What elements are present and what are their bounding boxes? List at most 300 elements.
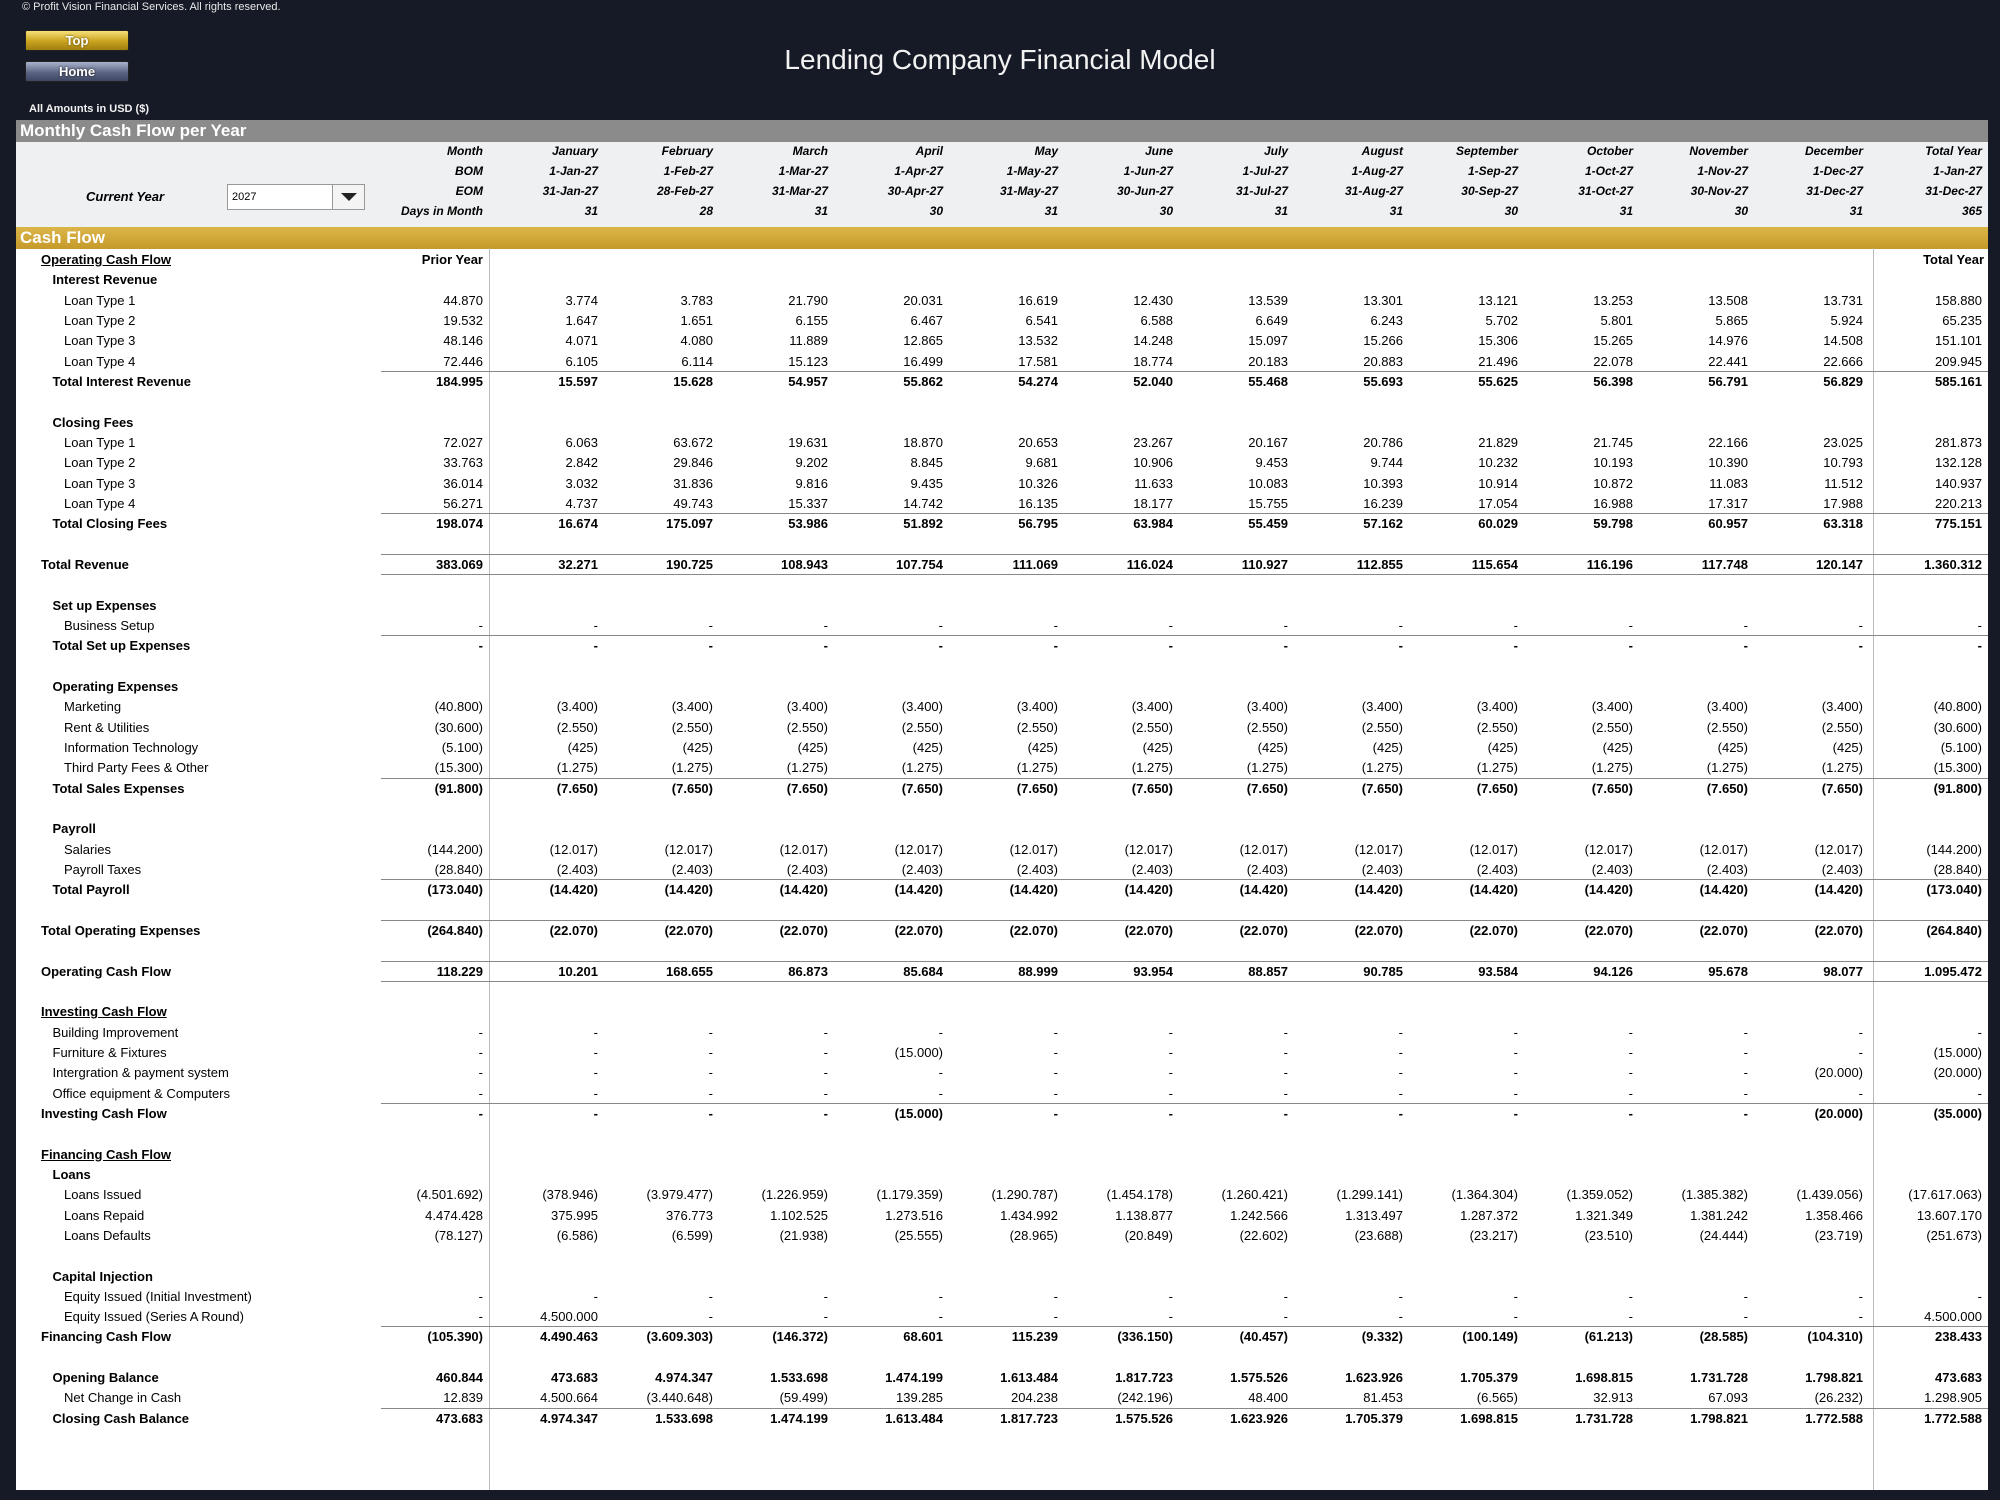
value-cell: - (1053, 1044, 1058, 1060)
value-cell: 52.040 (1133, 373, 1173, 389)
value-cell: 1.287.372 (1460, 1207, 1518, 1223)
value-cell: 98.077 (1823, 963, 1863, 979)
header-cell: April (915, 144, 943, 158)
row-label: Equity Issued (Series A Round) (64, 1309, 244, 1325)
value-cell: - (708, 1288, 713, 1304)
header-cell: 1-Feb-27 (663, 164, 713, 178)
header-cell: 31 (814, 204, 828, 218)
value-cell: 22.078 (1593, 353, 1633, 369)
row-label: Loan Type 1 (64, 292, 136, 308)
value-cell: 4.737 (565, 495, 598, 511)
value-cell: (26.232) (1814, 1390, 1863, 1406)
value-cell: 1.613.484 (1000, 1370, 1058, 1386)
value-cell: 151.101 (1935, 333, 1982, 349)
value-cell: 13.607.170 (1916, 1207, 1982, 1223)
value-cell: - (823, 1309, 828, 1325)
row-label: Payroll Taxes (64, 861, 142, 877)
value-cell: 473.683 (436, 1410, 483, 1426)
value-cell: (22.070) (1814, 922, 1863, 938)
value-cell: (1.359.052) (1566, 1187, 1633, 1203)
value-cell: (2.403) (1821, 861, 1863, 877)
value-cell: 15.755 (1248, 495, 1288, 511)
row-label: Third Party Fees & Other (64, 760, 209, 776)
value-cell: (14.420) (1239, 882, 1288, 898)
value-cell: (14.420) (894, 882, 943, 898)
value-cell: (1.226.959) (761, 1187, 828, 1203)
value-cell: (12.017) (1124, 841, 1173, 857)
value-cell: 10.193 (1593, 455, 1633, 471)
value-cell: (22.070) (1584, 922, 1633, 938)
value-cell: (1.275) (556, 760, 598, 776)
value-cell: 17.317 (1708, 495, 1748, 511)
value-cell: 60.957 (1708, 516, 1748, 532)
value-cell: - (1628, 638, 1633, 654)
value-cell: - (1053, 1085, 1058, 1101)
value-cell: (15.000) (894, 1105, 943, 1121)
value-cell: 11.512 (1824, 475, 1863, 491)
value-cell: (28.965) (1009, 1227, 1058, 1243)
row-label: Opening Balance (52, 1370, 159, 1386)
row-label: Operating Cash Flow (41, 252, 172, 267)
value-cell: (425) (1602, 739, 1633, 755)
row-label: Closing Fees (52, 414, 134, 430)
value-cell: (7.650) (786, 780, 828, 796)
value-cell: 10.083 (1248, 475, 1288, 491)
value-cell: (3.400) (556, 699, 598, 715)
value-cell: (12.017) (1239, 841, 1288, 857)
value-cell: 63.318 (1823, 516, 1863, 532)
value-cell: 1.817.723 (1115, 1370, 1173, 1386)
value-cell: 56.795 (1018, 516, 1058, 532)
value-cell: (2.550) (1821, 719, 1863, 735)
value-cell: (14.420) (549, 882, 598, 898)
value-cell: (3.979.477) (646, 1187, 713, 1203)
value-cell: 85.684 (903, 963, 943, 979)
value-cell: - (1053, 1309, 1058, 1325)
value-cell: (7.650) (1591, 780, 1633, 796)
value-cell: (30.600) (1933, 719, 1982, 735)
value-cell: - (1513, 1085, 1518, 1101)
period-header (16, 142, 1988, 227)
value-cell: 63.984 (1133, 516, 1173, 532)
value-cell: (2.550) (1016, 719, 1058, 735)
value-cell: 1.623.926 (1345, 1370, 1403, 1386)
value-cell: (12.017) (1354, 841, 1403, 857)
value-cell: (425) (1487, 739, 1518, 755)
value-cell: (264.840) (1926, 922, 1982, 938)
value-cell: 48.146 (443, 333, 483, 349)
value-cell: 55.862 (903, 373, 943, 389)
value-cell: 11.083 (1709, 475, 1748, 491)
value-cell: - (1283, 1044, 1288, 1060)
value-cell: - (593, 1044, 598, 1060)
row-label: Total Sales Expenses (52, 780, 185, 796)
home-button[interactable]: Home (25, 61, 129, 82)
value-cell: (100.149) (1462, 1329, 1518, 1345)
value-cell: 1.817.723 (1000, 1410, 1058, 1426)
value-cell: 16.239 (1363, 495, 1403, 511)
value-cell: 108.943 (781, 556, 828, 572)
value-cell: - (1977, 1024, 1982, 1040)
header-cell: January (551, 144, 598, 158)
value-cell: (425) (1372, 739, 1403, 755)
value-cell: (23.510) (1584, 1227, 1633, 1243)
value-cell: (425) (797, 739, 828, 755)
value-cell: - (1168, 1085, 1173, 1101)
value-cell: - (478, 1085, 483, 1101)
value-cell: (5.100) (441, 739, 483, 755)
value-cell: 54.274 (1018, 373, 1058, 389)
value-cell: 93.584 (1478, 963, 1518, 979)
value-cell: (59.499) (779, 1390, 828, 1406)
value-cell: 1.474.199 (770, 1410, 828, 1426)
value-cell: (425) (912, 739, 943, 755)
row-label: Marketing (64, 699, 122, 715)
value-cell: - (593, 1288, 598, 1304)
header-cell: 31-Dec-27 (1806, 184, 1863, 198)
header-cell: September (1455, 144, 1518, 158)
value-cell: 9.202 (795, 455, 828, 471)
row-label: Total Set up Expenses (52, 638, 191, 654)
value-cell: (23.719) (1814, 1227, 1863, 1243)
value-cell: (144.200) (1926, 841, 1982, 857)
value-cell: (6.565) (1476, 1390, 1518, 1406)
header-cell: November (1689, 144, 1748, 158)
value-cell: (22.070) (1699, 922, 1748, 938)
value-cell: 14.976 (1708, 333, 1748, 349)
value-cell: 5.801 (1600, 312, 1633, 328)
value-cell: (23.217) (1469, 1227, 1518, 1243)
value-cell: (2.403) (1591, 861, 1633, 877)
value-cell: (3.400) (1591, 699, 1633, 715)
value-cell: 13.301 (1363, 292, 1403, 308)
value-cell: - (938, 1085, 943, 1101)
header-row-label: BOM (455, 164, 483, 178)
value-cell: 5.924 (1830, 312, 1863, 328)
value-cell: - (1398, 1309, 1403, 1325)
value-cell: 376.773 (666, 1207, 713, 1223)
copyright-text: © Profit Vision Financial Services. All rights reserved. (22, 1, 281, 13)
header-cell: 1-Jan-27 (549, 164, 598, 178)
value-cell: (22.070) (1009, 922, 1058, 938)
value-cell: (20.000) (1814, 1065, 1863, 1081)
value-cell: 132.128 (1935, 455, 1982, 471)
value-cell: (14.420) (779, 882, 828, 898)
value-cell: 111.069 (1012, 556, 1058, 572)
value-cell: 18.177 (1133, 495, 1173, 511)
value-cell: 1.575.526 (1115, 1410, 1173, 1426)
header-cell: 1-Mar-27 (778, 164, 828, 178)
value-cell: 375.995 (551, 1207, 598, 1223)
value-cell: (22.070) (894, 922, 943, 938)
value-cell: - (1283, 1105, 1288, 1121)
value-cell: 220.213 (1935, 495, 1982, 511)
value-cell: - (1168, 1024, 1173, 1040)
value-cell: 4.490.463 (540, 1329, 598, 1345)
value-cell: 48.400 (1248, 1390, 1288, 1406)
value-cell: (3.400) (1706, 699, 1748, 715)
value-cell: (1.260.421) (1221, 1187, 1288, 1203)
value-cell: - (1398, 617, 1403, 633)
header-cell: March (792, 144, 828, 158)
value-cell: (2.403) (1476, 861, 1518, 877)
value-cell: 4.500.000 (1924, 1309, 1982, 1325)
value-cell: (15.000) (894, 1044, 943, 1060)
value-cell: 1.321.349 (1575, 1207, 1633, 1223)
header-cell: 30-Nov-27 (1690, 184, 1748, 198)
value-cell: 107.754 (896, 556, 943, 572)
current-year-label: Current Year (86, 189, 165, 204)
value-cell: (22.070) (664, 922, 713, 938)
value-cell: 5.702 (1485, 312, 1518, 328)
value-cell: 4.071 (565, 333, 598, 349)
value-cell: 11.633 (1134, 475, 1173, 491)
value-cell: 13.253 (1593, 292, 1633, 308)
value-cell: - (1628, 1024, 1633, 1040)
value-cell: (7.650) (671, 780, 713, 796)
value-cell: 17.054 (1478, 495, 1518, 511)
value-cell: 1.095.472 (1924, 963, 1982, 979)
value-cell: 56.829 (1823, 373, 1863, 389)
value-cell: 204.238 (1011, 1390, 1058, 1406)
value-cell: (105.390) (427, 1329, 483, 1345)
value-cell: - (1168, 1105, 1173, 1121)
value-cell: - (1628, 617, 1633, 633)
value-cell: - (1398, 1085, 1403, 1101)
value-cell: - (1283, 617, 1288, 633)
cash-flow-section-title: Cash Flow (16, 227, 1988, 249)
header-cell: July (1263, 144, 1288, 158)
value-cell: 15.597 (558, 373, 598, 389)
row-label: Building Improvement (52, 1024, 179, 1040)
value-cell: (336.150) (1117, 1329, 1173, 1345)
value-cell: (22.070) (1239, 922, 1288, 938)
total-rule (381, 1103, 1988, 1104)
value-cell: 1.273.516 (885, 1207, 943, 1223)
value-cell: 13.731 (1823, 292, 1863, 308)
value-cell: (12.017) (779, 841, 828, 857)
value-cell: (2.550) (1476, 719, 1518, 735)
value-cell: (2.403) (901, 861, 943, 877)
value-cell: 59.798 (1593, 516, 1633, 532)
value-cell: - (1283, 1065, 1288, 1081)
value-cell: - (1977, 1085, 1982, 1101)
value-cell: 54.957 (788, 373, 828, 389)
value-cell: (12.017) (1699, 841, 1748, 857)
value-cell: 5.865 (1715, 312, 1748, 328)
value-cell: - (478, 1024, 483, 1040)
value-cell: 1.381.242 (1690, 1207, 1748, 1223)
value-cell: 10.914 (1478, 475, 1518, 491)
value-cell: - (1628, 1085, 1633, 1101)
value-cell: (24.444) (1699, 1227, 1748, 1243)
header-banner (0, 0, 2000, 120)
value-cell: 15.266 (1363, 333, 1403, 349)
value-cell: 20.786 (1363, 434, 1403, 450)
value-cell: - (823, 638, 828, 654)
total-rule (381, 981, 1988, 982)
value-cell: (25.555) (894, 1227, 943, 1243)
value-cell: - (1283, 1085, 1288, 1101)
value-cell: - (1168, 617, 1173, 633)
value-cell: 55.693 (1363, 373, 1403, 389)
value-cell: (12.017) (549, 841, 598, 857)
value-cell: 72.027 (443, 434, 483, 450)
value-cell: 13.532 (1018, 333, 1058, 349)
header-cell: 365 (1961, 204, 1982, 218)
value-cell: (425) (1257, 739, 1288, 755)
value-cell: - (1977, 617, 1982, 633)
value-cell: - (1977, 638, 1982, 654)
value-cell: (91.800) (434, 780, 483, 796)
header-cell: 30-Sep-27 (1461, 184, 1518, 198)
value-cell: 1.772.588 (1924, 1410, 1982, 1426)
value-cell: (20.000) (1933, 1065, 1982, 1081)
row-label: Loans Defaults (64, 1227, 151, 1243)
value-cell: (1.385.382) (1681, 1187, 1748, 1203)
value-cell: 1.731.728 (1575, 1410, 1633, 1426)
value-cell: 32.271 (558, 556, 598, 572)
value-cell: - (593, 1105, 598, 1121)
value-cell: 10.390 (1708, 455, 1748, 471)
value-cell: (2.550) (671, 719, 713, 735)
value-cell: 281.873 (1935, 434, 1982, 450)
value-cell: 14.508 (1823, 333, 1863, 349)
value-cell: (12.017) (1814, 841, 1863, 857)
header-cell: October (1586, 144, 1633, 158)
value-cell: 20.031 (903, 292, 943, 308)
value-cell: 1.798.821 (1690, 1410, 1748, 1426)
value-cell: - (938, 1288, 943, 1304)
header-row-label: EOM (455, 184, 483, 198)
value-cell: 21.745 (1593, 434, 1633, 450)
value-cell: - (1168, 1288, 1173, 1304)
value-cell: - (593, 617, 598, 633)
value-cell: (3.400) (1361, 699, 1403, 715)
value-cell: 9.744 (1370, 455, 1403, 471)
value-cell: (40.800) (434, 699, 483, 715)
value-cell: - (1628, 1105, 1633, 1121)
value-cell: - (708, 1044, 713, 1060)
value-cell: 13.508 (1708, 292, 1748, 308)
value-cell: - (1168, 1065, 1173, 1081)
value-cell: 55.459 (1248, 516, 1288, 532)
value-cell: 10.393 (1363, 475, 1403, 491)
row-label: Financing Cash Flow (41, 1329, 172, 1345)
value-cell: (40.457) (1239, 1329, 1288, 1345)
value-cell: (15.000) (1933, 1044, 1982, 1060)
value-cell: 72.446 (443, 353, 483, 369)
value-cell: - (1858, 1085, 1863, 1101)
top-button[interactable]: Top (25, 30, 129, 51)
value-cell: (15.300) (1933, 760, 1982, 776)
value-cell: 1.358.466 (1805, 1207, 1863, 1223)
header-cell: Total Year (1925, 144, 1982, 158)
value-cell: 6.243 (1370, 312, 1403, 328)
value-cell: 110.927 (1241, 556, 1288, 572)
value-cell: 209.945 (1935, 353, 1982, 369)
value-cell: 116.196 (1586, 556, 1633, 572)
value-cell: - (1858, 638, 1863, 654)
value-cell: 1.651 (680, 312, 713, 328)
value-cell: 15.628 (673, 373, 713, 389)
value-cell: 6.114 (681, 353, 713, 369)
header-cell: 31-Mar-27 (771, 184, 828, 198)
value-cell: 29.846 (673, 455, 713, 471)
value-cell: (21.938) (779, 1227, 828, 1243)
header-cell: 1-Jan-27 (1933, 164, 1982, 178)
value-cell: (14.420) (1814, 882, 1863, 898)
value-cell: (5.100) (1940, 739, 1982, 755)
value-cell: (40.800) (1933, 699, 1982, 715)
value-cell: - (1513, 1024, 1518, 1040)
value-cell: 1.772.588 (1805, 1410, 1863, 1426)
value-cell: (1.299.141) (1336, 1187, 1403, 1203)
value-cell: 1.242.566 (1230, 1207, 1288, 1223)
value-cell: 20.653 (1018, 434, 1058, 450)
row-label: Loans Repaid (64, 1207, 145, 1223)
value-cell: (7.650) (901, 780, 943, 796)
value-cell: 158.880 (1935, 292, 1982, 308)
value-cell: 115.654 (1471, 556, 1518, 572)
value-cell: - (1743, 1085, 1748, 1101)
value-cell: 53.986 (788, 516, 828, 532)
value-cell: (14.420) (1584, 882, 1633, 898)
value-cell: (1.179.359) (876, 1187, 943, 1203)
value-cell: 1.705.379 (1345, 1410, 1403, 1426)
value-cell: 15.306 (1478, 333, 1518, 349)
row-label: Loan Type 3 (64, 333, 136, 349)
value-cell: - (1513, 1044, 1518, 1060)
value-cell: 90.785 (1363, 963, 1403, 979)
header-cell: 30-Apr-27 (887, 184, 943, 198)
value-cell: 86.873 (788, 963, 828, 979)
value-cell: - (938, 1309, 943, 1325)
value-cell: - (708, 617, 713, 633)
value-cell: (28.840) (1933, 861, 1982, 877)
row-label: Loan Type 3 (64, 475, 136, 491)
value-cell: (14.420) (1699, 882, 1748, 898)
value-cell: 15.265 (1593, 333, 1633, 349)
value-cell: - (1053, 638, 1058, 654)
header-cell: August (1361, 144, 1403, 158)
value-cell: - (478, 617, 483, 633)
row-label: Net Change in Cash (64, 1390, 182, 1406)
value-cell: 6.063 (565, 434, 598, 450)
header-cell: 31-May-27 (999, 184, 1058, 198)
value-cell: (14.420) (1469, 882, 1518, 898)
header-cell: 31-Dec-27 (1925, 184, 1982, 198)
total-rule (381, 574, 1988, 575)
value-cell: - (1628, 1309, 1633, 1325)
value-cell: 51.892 (903, 516, 943, 532)
value-cell: (12.017) (894, 841, 943, 857)
value-cell: 3.032 (565, 475, 598, 491)
value-cell: 12.839 (443, 1390, 483, 1406)
value-cell: (6.586) (556, 1227, 598, 1243)
value-cell: 55.468 (1248, 373, 1288, 389)
value-cell: 1.533.698 (770, 1370, 828, 1386)
total-rule (381, 554, 1988, 555)
value-cell: 23.025 (1823, 434, 1863, 450)
value-cell: - (823, 617, 828, 633)
value-cell: 21.790 (788, 292, 828, 308)
row-label: Total Operating Expenses (41, 922, 201, 938)
value-cell: 1.623.926 (1230, 1410, 1288, 1426)
value-cell: 21.829 (1478, 434, 1518, 450)
value-cell: 112.855 (1356, 556, 1403, 572)
value-cell: 95.678 (1708, 963, 1748, 979)
